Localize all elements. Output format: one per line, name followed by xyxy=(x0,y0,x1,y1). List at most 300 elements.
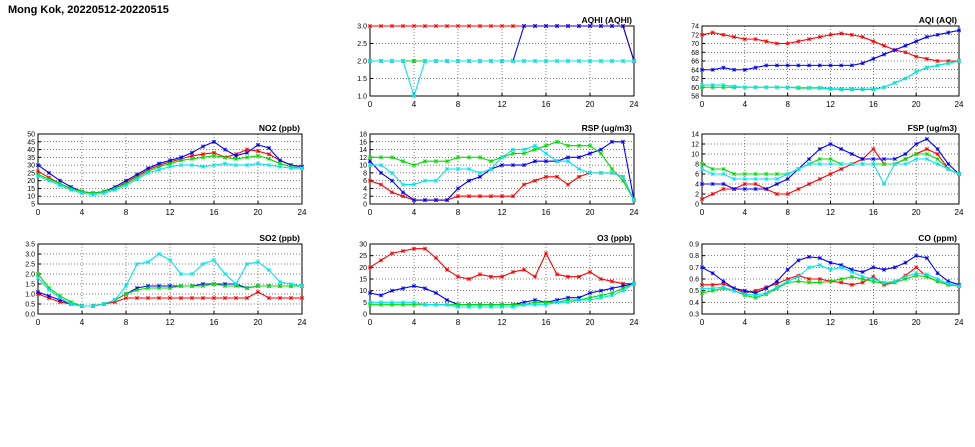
chart-title-rsp: RSP (ug/m3) xyxy=(581,123,632,133)
series-marker xyxy=(423,59,427,63)
series-marker xyxy=(212,154,216,158)
series-marker xyxy=(445,198,449,202)
series-marker xyxy=(368,291,372,295)
y-tick-label: 12 xyxy=(359,154,367,162)
series-marker xyxy=(818,277,822,281)
series-marker xyxy=(807,281,811,285)
series-marker xyxy=(818,35,822,39)
series-marker xyxy=(412,301,416,305)
chart-o3 xyxy=(340,232,640,332)
series-marker xyxy=(245,148,249,152)
x-tick-label: 4 xyxy=(411,100,417,109)
series-marker xyxy=(555,140,559,144)
series-marker xyxy=(700,182,704,186)
series-marker xyxy=(893,162,897,166)
series-marker xyxy=(179,296,183,300)
series-marker xyxy=(522,163,526,167)
chart-rsp xyxy=(340,122,640,222)
series-marker xyxy=(722,66,726,70)
series-marker xyxy=(157,165,161,169)
y-tick-label: 3.5 xyxy=(25,241,35,249)
series-marker xyxy=(124,184,128,188)
series-marker xyxy=(544,252,548,256)
series-marker xyxy=(764,172,768,176)
y-tick-label: 20 xyxy=(27,178,35,186)
chart-panel-o3 xyxy=(340,232,640,332)
series-marker xyxy=(732,85,736,89)
series-marker xyxy=(946,61,950,65)
series-marker xyxy=(732,35,736,39)
x-tick-label: 16 xyxy=(541,318,551,327)
y-tick-label: 74 xyxy=(691,23,699,31)
series-marker xyxy=(544,175,548,179)
series-marker xyxy=(797,85,801,89)
series-marker xyxy=(379,183,383,187)
series-marker xyxy=(893,81,897,85)
plot-frame xyxy=(702,244,959,314)
x-tick-label: 0 xyxy=(35,318,41,327)
series-marker xyxy=(401,191,405,195)
series-marker xyxy=(390,24,394,28)
series-marker xyxy=(234,163,238,167)
series-marker xyxy=(91,304,95,308)
series-marker xyxy=(456,167,460,171)
series-marker xyxy=(754,177,758,181)
series-marker xyxy=(818,86,822,90)
x-tick-label: 0 xyxy=(699,318,705,327)
series-marker xyxy=(511,270,515,274)
series-marker xyxy=(722,182,726,186)
series-marker xyxy=(522,183,526,187)
series-marker xyxy=(390,252,394,256)
series-marker xyxy=(456,59,460,63)
series-marker xyxy=(168,286,172,290)
series-marker xyxy=(711,287,715,291)
series-marker xyxy=(500,305,504,309)
series-marker xyxy=(599,152,603,156)
series-marker xyxy=(256,154,260,158)
y-tick-label: 14 xyxy=(359,147,367,155)
y-tick-label: 0 xyxy=(363,201,367,209)
series-marker xyxy=(839,277,843,281)
series-marker xyxy=(390,171,394,175)
series-marker xyxy=(807,157,811,161)
series-marker xyxy=(379,301,383,305)
series-marker xyxy=(478,273,482,277)
series-marker xyxy=(807,86,811,90)
series-marker xyxy=(904,77,908,81)
series-marker xyxy=(368,24,372,28)
series-marker xyxy=(882,162,886,166)
series-marker xyxy=(610,167,614,171)
series-marker xyxy=(577,144,581,148)
series-marker xyxy=(390,301,394,305)
series-marker xyxy=(872,87,876,91)
series-marker xyxy=(401,287,405,291)
series-marker xyxy=(434,303,438,307)
series-marker xyxy=(797,40,801,44)
y-tick-label: 4 xyxy=(363,185,367,193)
x-tick-label: 24 xyxy=(954,100,964,109)
series-marker xyxy=(401,249,405,253)
series-marker xyxy=(489,167,493,171)
y-tick-label: 1.5 xyxy=(357,76,367,83)
series-marker xyxy=(256,284,260,288)
series-marker xyxy=(289,166,293,170)
series-marker xyxy=(179,284,183,288)
series-marker xyxy=(621,175,625,179)
series-marker xyxy=(412,59,416,63)
series-marker xyxy=(936,271,940,275)
x-tick-label: 16 xyxy=(541,208,551,217)
series-marker xyxy=(36,174,40,178)
series-marker xyxy=(212,163,216,167)
series-marker xyxy=(566,183,570,187)
series-marker xyxy=(478,175,482,179)
series-marker xyxy=(588,144,592,148)
series-marker xyxy=(872,162,876,166)
series-marker xyxy=(423,179,427,183)
series-marker xyxy=(146,166,150,170)
series-marker xyxy=(102,191,106,195)
x-tick-label: 8 xyxy=(123,208,129,217)
series-marker xyxy=(807,266,811,270)
series-marker xyxy=(829,157,833,161)
series-marker xyxy=(786,280,790,284)
series-marker xyxy=(621,289,625,293)
chart-co xyxy=(672,232,965,332)
series-marker xyxy=(423,303,427,307)
series-marker xyxy=(732,177,736,181)
y-tick-label: 25 xyxy=(27,170,35,178)
series-marker xyxy=(775,85,779,89)
series-marker xyxy=(234,154,238,158)
series-marker xyxy=(797,280,801,284)
series-marker xyxy=(179,163,183,167)
series-marker xyxy=(456,24,460,28)
series-marker xyxy=(533,148,537,152)
series-marker xyxy=(135,296,139,300)
series-marker xyxy=(610,294,614,298)
series-marker xyxy=(157,168,161,172)
series-marker xyxy=(797,64,801,68)
y-tick-label: 68 xyxy=(691,49,699,57)
series-marker xyxy=(522,268,526,272)
series-marker xyxy=(467,194,471,198)
series-marker xyxy=(401,159,405,163)
series-marker xyxy=(544,144,548,148)
series-marker xyxy=(925,152,929,156)
series-marker xyxy=(599,289,603,293)
series-marker xyxy=(872,277,876,281)
series-marker xyxy=(223,148,227,152)
series-marker xyxy=(401,24,405,28)
series-marker xyxy=(818,256,822,260)
series-marker xyxy=(893,280,897,284)
x-tick-label: 12 xyxy=(826,100,835,109)
series-marker xyxy=(711,182,715,186)
series-marker xyxy=(957,284,961,288)
series-marker xyxy=(300,166,304,170)
series-marker xyxy=(245,156,249,160)
series-marker xyxy=(223,272,227,276)
series-marker xyxy=(610,59,614,63)
series-marker xyxy=(445,24,449,28)
series-marker xyxy=(511,163,515,167)
series-marker xyxy=(797,187,801,191)
series-marker xyxy=(850,283,854,287)
series-marker xyxy=(743,177,747,181)
series-marker xyxy=(113,188,117,192)
series-marker xyxy=(256,162,260,166)
series-marker xyxy=(882,85,886,89)
series-marker xyxy=(179,159,183,163)
series-marker xyxy=(234,282,238,286)
series-marker xyxy=(223,284,227,288)
series-marker xyxy=(764,40,768,44)
y-tick-label: 30 xyxy=(27,162,35,170)
series-marker xyxy=(893,266,897,270)
series-marker xyxy=(379,171,383,175)
series-marker xyxy=(456,187,460,191)
series-marker xyxy=(401,194,405,198)
series-marker xyxy=(577,24,581,28)
series-marker xyxy=(445,59,449,63)
series-marker xyxy=(300,296,304,300)
x-tick-label: 16 xyxy=(868,318,878,327)
series-marker xyxy=(764,177,768,181)
y-tick-label: 16 xyxy=(359,139,367,147)
series-marker xyxy=(555,273,559,277)
series-marker xyxy=(861,270,865,274)
y-tick-label: 66 xyxy=(691,58,699,66)
series-marker xyxy=(711,172,715,176)
series-marker xyxy=(936,277,940,281)
series-marker xyxy=(390,59,394,63)
series-marker xyxy=(786,85,790,89)
y-tick-label: 20 xyxy=(359,264,367,272)
series-marker xyxy=(829,87,833,91)
series-marker xyxy=(914,271,918,275)
series-marker xyxy=(743,37,747,41)
series-marker xyxy=(168,159,172,163)
y-tick-label: 0.8 xyxy=(689,253,699,261)
y-tick-label: 6 xyxy=(363,178,367,186)
series-marker xyxy=(829,33,833,37)
series-marker xyxy=(91,193,95,197)
series-marker xyxy=(764,287,768,291)
series-marker xyxy=(577,167,581,171)
series-marker xyxy=(786,64,790,68)
series-marker xyxy=(786,192,790,196)
x-tick-label: 12 xyxy=(826,208,835,217)
series-marker xyxy=(700,33,704,37)
series-marker xyxy=(201,145,205,149)
x-tick-label: 8 xyxy=(123,318,129,327)
series-marker xyxy=(489,275,493,279)
x-tick-label: 24 xyxy=(629,318,639,327)
series-marker xyxy=(58,179,62,183)
series-marker xyxy=(544,152,548,156)
series-marker xyxy=(212,258,216,262)
x-tick-label: 8 xyxy=(455,318,461,327)
series-marker xyxy=(599,296,603,300)
series-marker xyxy=(168,165,172,169)
series-marker xyxy=(423,24,427,28)
series-marker xyxy=(588,59,592,63)
chart-title-aqi: AQI (AQI) xyxy=(918,15,957,25)
series-marker xyxy=(882,157,886,161)
series-marker xyxy=(588,291,592,295)
y-tick-label: 10 xyxy=(359,288,367,296)
series-marker xyxy=(807,162,811,166)
series-marker xyxy=(157,162,161,166)
x-tick-label: 20 xyxy=(911,318,921,327)
series-marker xyxy=(179,272,183,276)
chart-title-co: CO (ppm) xyxy=(918,233,957,243)
series-marker xyxy=(850,64,854,68)
series-marker xyxy=(588,171,592,175)
series-marker xyxy=(267,284,271,288)
series-marker xyxy=(722,33,726,37)
chart-so2 xyxy=(8,232,308,332)
series-marker xyxy=(566,159,570,163)
y-tick-label: 5 xyxy=(363,299,367,307)
series-marker xyxy=(743,85,747,89)
chart-fsp xyxy=(672,122,965,222)
series-marker xyxy=(566,275,570,279)
series-marker xyxy=(533,275,537,279)
x-tick-label: 8 xyxy=(785,318,790,327)
series-marker xyxy=(850,87,854,91)
x-tick-label: 16 xyxy=(541,100,551,109)
series-marker xyxy=(434,24,438,28)
series-marker xyxy=(390,289,394,293)
series-marker xyxy=(711,83,715,87)
series-marker xyxy=(861,61,865,65)
series-marker xyxy=(267,296,271,300)
series-marker xyxy=(850,275,854,279)
series-marker xyxy=(379,59,383,63)
series-marker xyxy=(456,156,460,160)
series-marker xyxy=(555,301,559,305)
series-marker xyxy=(743,187,747,191)
x-tick-label: 4 xyxy=(79,208,85,217)
series-marker xyxy=(544,159,548,163)
series-marker xyxy=(500,163,504,167)
y-tick-label: 3.0 xyxy=(357,23,367,31)
x-tick-label: 0 xyxy=(367,208,373,217)
series-marker xyxy=(434,256,438,260)
series-marker xyxy=(925,256,929,260)
x-tick-label: 8 xyxy=(455,100,461,109)
series-marker xyxy=(797,275,801,279)
series-marker xyxy=(610,280,614,284)
y-tick-label: 64 xyxy=(691,67,699,75)
series-marker xyxy=(201,165,205,169)
series-marker xyxy=(925,147,929,151)
series-marker xyxy=(861,35,865,39)
series-line-s1 xyxy=(38,150,302,194)
x-tick-label: 8 xyxy=(785,100,790,109)
series-marker xyxy=(775,177,779,181)
series-marker xyxy=(700,68,704,72)
plot-frame xyxy=(38,134,302,204)
series-marker xyxy=(946,162,950,166)
series-marker xyxy=(754,187,758,191)
series-marker xyxy=(36,170,40,174)
series-marker xyxy=(775,172,779,176)
page-title: Mong Kok, 20220512-20220515 xyxy=(8,4,169,16)
chart-panel-fsp xyxy=(672,122,965,222)
series-marker xyxy=(566,156,570,160)
series-marker xyxy=(700,83,704,87)
series-marker xyxy=(124,296,128,300)
series-marker xyxy=(368,163,372,167)
series-marker xyxy=(818,263,822,267)
series-marker xyxy=(957,29,961,33)
y-tick-label: 12 xyxy=(691,141,699,149)
series-marker xyxy=(566,24,570,28)
series-marker xyxy=(850,152,854,156)
series-marker xyxy=(925,35,929,39)
series-marker xyxy=(743,68,747,72)
series-marker xyxy=(434,59,438,63)
series-marker xyxy=(201,152,205,156)
y-tick-label: 25 xyxy=(359,253,367,261)
series-marker xyxy=(775,192,779,196)
series-marker xyxy=(423,247,427,251)
series-marker xyxy=(764,291,768,295)
y-tick-label: 4 xyxy=(695,181,699,189)
series-marker xyxy=(80,304,84,308)
plot-frame xyxy=(38,244,302,314)
series-marker xyxy=(522,24,526,28)
y-tick-label: 8 xyxy=(363,170,367,178)
chart-title-fsp: FSP (ug/m3) xyxy=(907,123,957,133)
series-marker xyxy=(289,282,293,286)
series-marker xyxy=(925,273,929,277)
y-tick-label: 45 xyxy=(27,139,35,147)
series-marker xyxy=(412,163,416,167)
y-tick-label: 72 xyxy=(691,32,699,40)
series-marker xyxy=(807,182,811,186)
chart-aqhi xyxy=(340,14,640,114)
series-marker xyxy=(478,305,482,309)
series-marker xyxy=(818,281,822,285)
y-tick-label: 14 xyxy=(691,131,699,139)
series-marker xyxy=(467,156,471,160)
series-marker xyxy=(850,270,854,274)
series-marker xyxy=(245,163,249,167)
series-marker xyxy=(872,40,876,44)
series-marker xyxy=(566,144,570,148)
series-marker xyxy=(467,24,471,28)
series-marker xyxy=(544,59,548,63)
series-marker xyxy=(245,286,249,290)
chart-panel-rsp xyxy=(340,122,640,222)
series-marker xyxy=(412,198,416,202)
y-tick-label: 8 xyxy=(695,161,699,169)
series-marker xyxy=(368,179,372,183)
series-marker xyxy=(533,179,537,183)
series-marker xyxy=(555,159,559,163)
series-marker xyxy=(882,44,886,48)
series-marker xyxy=(212,140,216,144)
x-tick-label: 24 xyxy=(629,208,639,217)
chart-panel-no2 xyxy=(8,122,308,222)
series-marker xyxy=(829,268,833,272)
